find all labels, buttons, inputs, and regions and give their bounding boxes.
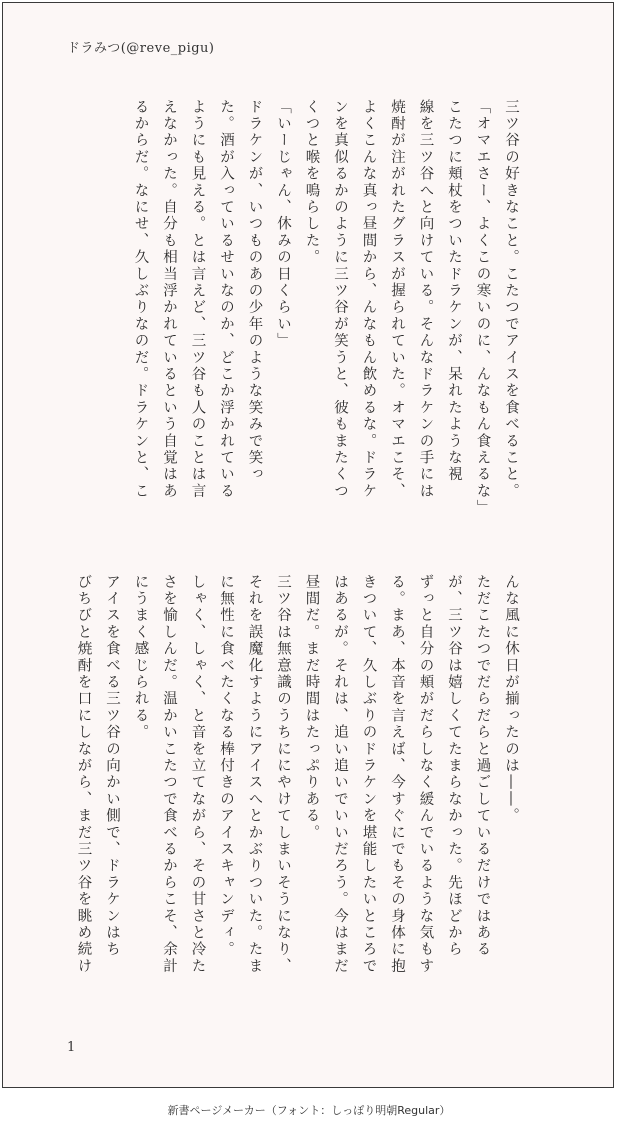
text-line: ただこたつでだらだらと過ごしているだけではある	[474, 574, 491, 959]
text-line: 三ツ谷は無意識のうちににやけてしまいそうになり、	[275, 574, 291, 975]
text-line: ンを真似るかのように三ツ谷が笑うと、彼もまたくつ	[332, 99, 348, 500]
author-handle: ドラみつ(@reve_pigu)	[67, 41, 215, 56]
text-line: えなかった。自分も相当浮かれているという自覚はあ	[161, 99, 177, 500]
text-line: それを誤魔化すようにアイスへとかぶりついた。たま	[246, 574, 263, 975]
text-line: 線を三ツ谷へと向けている。そんなドラケンの手には	[417, 99, 434, 500]
novel-page	[2, 2, 614, 1088]
text-line: んな風に休日が揃ったのは――。	[503, 574, 519, 825]
text-line: びちびと焼酎を口にしながら、まだ三ツ谷を眺め続け	[75, 574, 92, 975]
text-line: しゃく、しゃく、と音を立てながら、その甘さと冷た	[189, 574, 206, 975]
text-line: 焼酎が注がれたグラスが握られていた。オマエこそ、	[389, 99, 405, 500]
text-line: よくこんな真っ昼間から、んなもん飲めるな。ドラケ	[360, 99, 377, 500]
text-line: る。まあ、本音を言えば、今すぐにでもその身体に抱	[389, 574, 405, 975]
text-line: くつと喉を鳴らした。	[303, 99, 320, 266]
text-line: ようにも見える。とは言えど、三ツ谷も人のことは言	[189, 99, 206, 500]
text-line: ずっと自分の頬がだらしなく緩んでいるような気もす	[417, 574, 434, 975]
text-line: さを愉しんだ。温かいこたつで食べるからこそ、余計	[161, 574, 177, 975]
text-block-lower	[75, 574, 525, 1010]
text-line: に無性に食べたくなる棒付きのアイスキャンディ。	[218, 574, 234, 959]
text-line: アイスを食べる三ツ谷の向かい側で、ドラケンはち	[104, 574, 120, 959]
text-line: きついて、久しぶりのドラケンを堪能したいところで	[360, 574, 377, 975]
text-line: 昼間だ。まだ時間はたっぷりある。	[303, 574, 320, 842]
text-line: にうまく感じられる。	[132, 574, 149, 741]
text-line: が、三ツ谷は嬉しくてたまらなかった。先ほどから	[446, 574, 462, 959]
text-line: 「いーじゃん、休みの日くらい」	[275, 99, 291, 350]
text-line: はあるが。それは、追い追いでいいだろう。今はまだ	[332, 574, 348, 975]
text-line: ドラケンが、いつものあの少年のような笑みで笑っ	[246, 99, 263, 484]
text-line: 三ツ谷の好きなこと。こたつでアイスを食べること。	[503, 99, 519, 500]
text-line: るからだ。なにせ、久しぶりなのだ。ドラケンと、こ	[132, 99, 149, 500]
generator-credit: 新書ページメーカー（フォント：しっぽり明朝Regular）	[167, 1104, 451, 1117]
page-number: 1	[67, 1040, 76, 1055]
text-line: 「オマエさー、よくこの寒いのに、んなもん食えるな」	[474, 99, 491, 517]
text-line: こたつに頬杖をついたドラケンが、呆れたような視	[446, 99, 462, 484]
text-line: た。酒が入っているせいなのか、どこか浮かれている	[218, 99, 234, 500]
text-block-upper	[85, 99, 525, 539]
